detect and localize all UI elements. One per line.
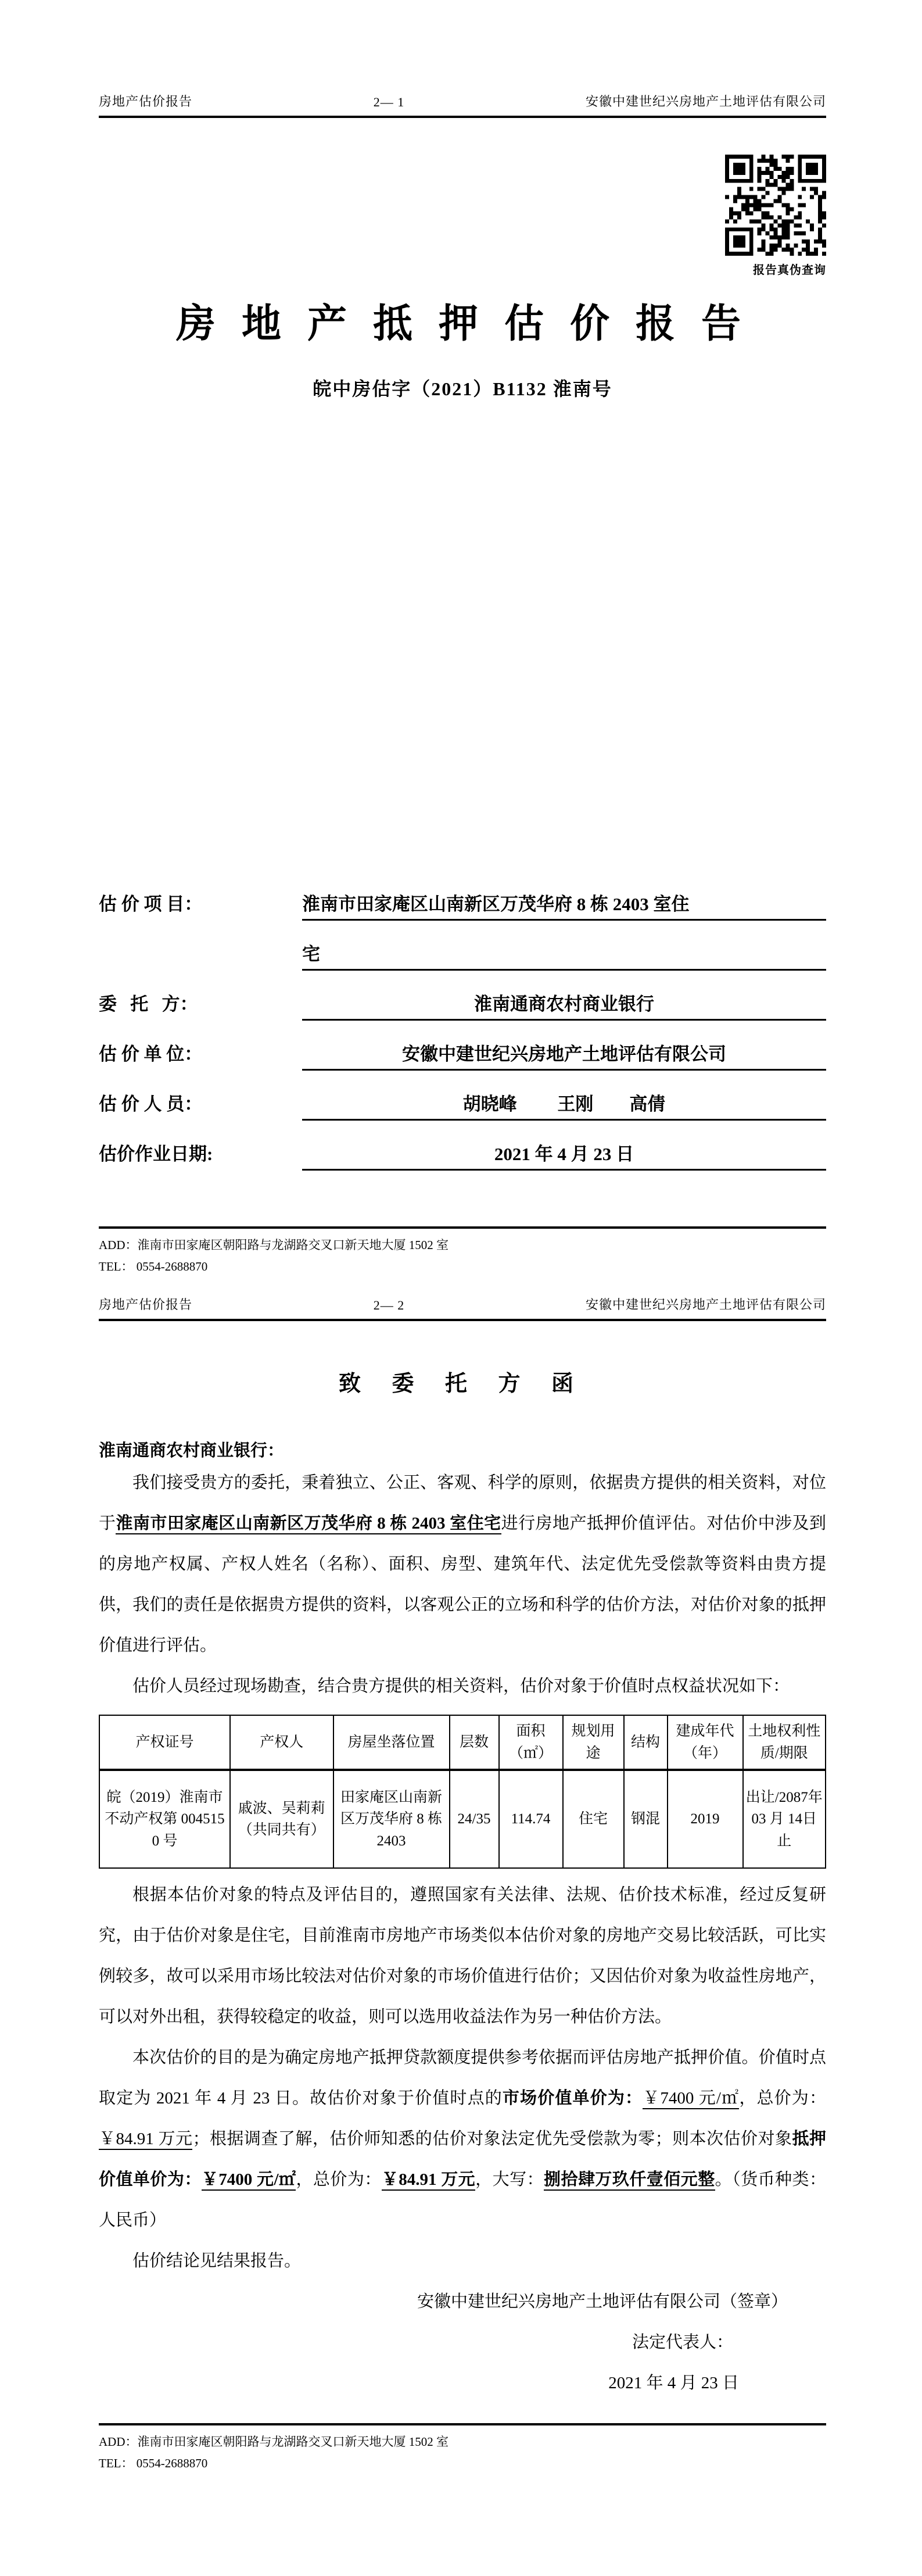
header-company-name: 安徽中建世纪兴房地产土地评估有限公司 — [585, 94, 826, 109]
header-doc-type: 房地产估价报告 — [99, 1297, 193, 1312]
cell-area: 114.74 — [499, 1770, 563, 1868]
letter-salutation: 淮南通商农村商业银行： — [99, 1441, 285, 1460]
letter-paragraph-3: 根据本估价对象的特点及评估目的，遵照国家有关法律、法规、估价技术标准，经过反复研究，由于估价对象是住宅，目前淮南市房地产市场类似本估价对象的房地产交易比较活跃，可比实例较多，故可以采用市场比较法对估价对象的市场价值进行估价；又因估价对象为收益性房地产，可以对外出租，获得较稳定的收益，则可以选用收益法作为另一种估价方法。 — [99, 1886, 826, 2026]
col-structure: 结构 — [624, 1715, 668, 1770]
signature-date: 2021 年 4 月 23 日 — [608, 2374, 739, 2392]
cell-location: 田家庵区山南新区万茂华府 8 栋 2403 — [333, 1770, 450, 1868]
header-company-name: 安徽中建世纪兴房地产土地评估有限公司 — [585, 1297, 826, 1312]
field-client — [99, 989, 826, 1021]
field-appraisers-value: 胡晓峰 王刚 高倩 — [302, 1089, 826, 1121]
col-area: 面积（㎡） — [499, 1715, 563, 1770]
cell-floor: 24/35 — [450, 1770, 499, 1868]
footer-address: ADD：淮南市田家庵区朝阳路与龙湖路交叉口新天地大厦 1502 室 — [99, 1238, 449, 1252]
page1-running-header — [99, 92, 826, 118]
page2-running-header — [99, 1295, 826, 1321]
col-built-year: 建成年代（年） — [668, 1715, 743, 1770]
letter-paragraph-5: 估价结论见结果报告。 — [132, 2252, 302, 2270]
qr-verification-block — [725, 155, 826, 277]
letter-title: 致 委 托 方 函 — [338, 1372, 586, 1396]
footer-tel: TEL： 0554-2688870 — [99, 1260, 208, 1273]
cell-use: 住宅 — [563, 1770, 624, 1868]
qr-code-icon — [725, 155, 826, 256]
field-agency-label: 估 价 单 位： — [99, 1044, 203, 1064]
field-client-value: 淮南通商农村商业银行 — [302, 989, 826, 1021]
report-doc-number: 皖中房估字（2021）B1132 淮南号 — [313, 378, 612, 399]
field-project-label: 估 价 项 目： — [99, 894, 203, 914]
field-appraisers — [99, 1089, 826, 1121]
field-project-line2 — [99, 939, 826, 971]
field-appraisers-label: 估 价 人 员： — [99, 1094, 203, 1114]
field-work-date — [99, 1139, 826, 1171]
field-project-value-line2: 宅 — [302, 939, 826, 971]
field-work-date-value: 2021 年 4 月 23 日 — [302, 1139, 826, 1171]
page2-footer — [99, 2423, 826, 2474]
cell-structure: 钢混 — [624, 1770, 668, 1868]
col-floor: 层数 — [450, 1715, 499, 1770]
footer-address: ADD：淮南市田家庵区朝阳路与龙湖路交叉口新天地大厦 1502 室 — [99, 2435, 449, 2449]
field-client-label: 委 托 方： — [99, 994, 198, 1014]
footer-tel: TEL： 0554-2688870 — [99, 2456, 208, 2470]
page1-footer — [99, 1226, 826, 1278]
col-land-right: 土地权利性质/期限 — [743, 1715, 826, 1770]
field-agency — [99, 1039, 826, 1071]
field-agency-value: 安徽中建世纪兴房地产土地评估有限公司 — [302, 1039, 826, 1071]
col-cert-no: 产权证号 — [99, 1715, 230, 1770]
field-work-date-label: 估价作业日期: — [99, 1144, 213, 1164]
cell-land-right: 出让/2087年 03 月 14日止 — [743, 1770, 826, 1868]
signature-legal-rep: 法定代表人： — [632, 2333, 733, 2352]
table-header-row — [99, 1715, 826, 1770]
col-use: 规划用途 — [563, 1715, 624, 1770]
col-location: 房屋坐落位置 — [333, 1715, 450, 1770]
report-title: 房 地 产 抵 押 估 价 报 告 — [175, 302, 749, 346]
cell-cert-no: 皖（2019）淮南市不动产权第 0045150 号 — [99, 1770, 230, 1868]
letter-paragraph-1: 我们接受贵方的委托，秉着独立、公正、客观、科学的原则，依据贵方提供的相关资料，对位于淮南市田家庵区山南新区万茂华府 8 栋 2403 室住宅进行房地产抵押价值评估。对估价中涉及到的房地产权属、产权人姓名（名称）、面积、房型、建筑年代、法定优先受偿款等资料由贵方提供，我们的责任是依据贵方提供的资料，以客观公正的立场和科学的估价方法，对估价对象的抵押价值进行评估。 — [99, 1473, 826, 1655]
table-row — [99, 1770, 826, 1868]
qr-caption: 报告真伪查询 — [753, 264, 826, 277]
cell-owner: 戚波、吴莉莉（共同共有） — [230, 1770, 333, 1868]
header-page-number: 2— 2 — [373, 1298, 405, 1312]
header-doc-type: 房地产估价报告 — [99, 94, 193, 109]
cell-built-year: 2019 — [668, 1770, 743, 1868]
signature-company: 安徽中建世纪兴房地产土地评估有限公司（签章） — [417, 2292, 788, 2311]
header-page-number: 2— 1 — [373, 95, 405, 109]
col-owner: 产权人 — [230, 1715, 333, 1770]
field-project — [99, 889, 826, 921]
letter-paragraph-4: 本次估价的目的是为确定房地产抵押贷款额度提供参考依据而评估房地产抵押价值。价值时点取定为 2021 年 4 月 23 日。故估价对象于价值时点的市场价值单价为：￥7400 元/㎡，总价为：￥84.91 万元；根据调查了解，估价师知悉的估价对象法定优先受偿款为零；则本次估价对象抵押价值单价为：￥7400 元/㎡，总价为：￥84.91 万元，大写：捌拾肆万玖仟壹佰元整。（货币种类：人民币） — [99, 2048, 826, 2230]
field-project-value: 淮南市田家庵区山南新区万茂华府 8 栋 2403 室住 — [302, 889, 826, 921]
cover-fields — [99, 889, 826, 1171]
property-status-table — [99, 1715, 826, 1869]
letter-paragraph-2: 估价人员经过现场勘查，结合贵方提供的相关资料，估价对象于价值时点权益状况如下： — [132, 1677, 790, 1695]
